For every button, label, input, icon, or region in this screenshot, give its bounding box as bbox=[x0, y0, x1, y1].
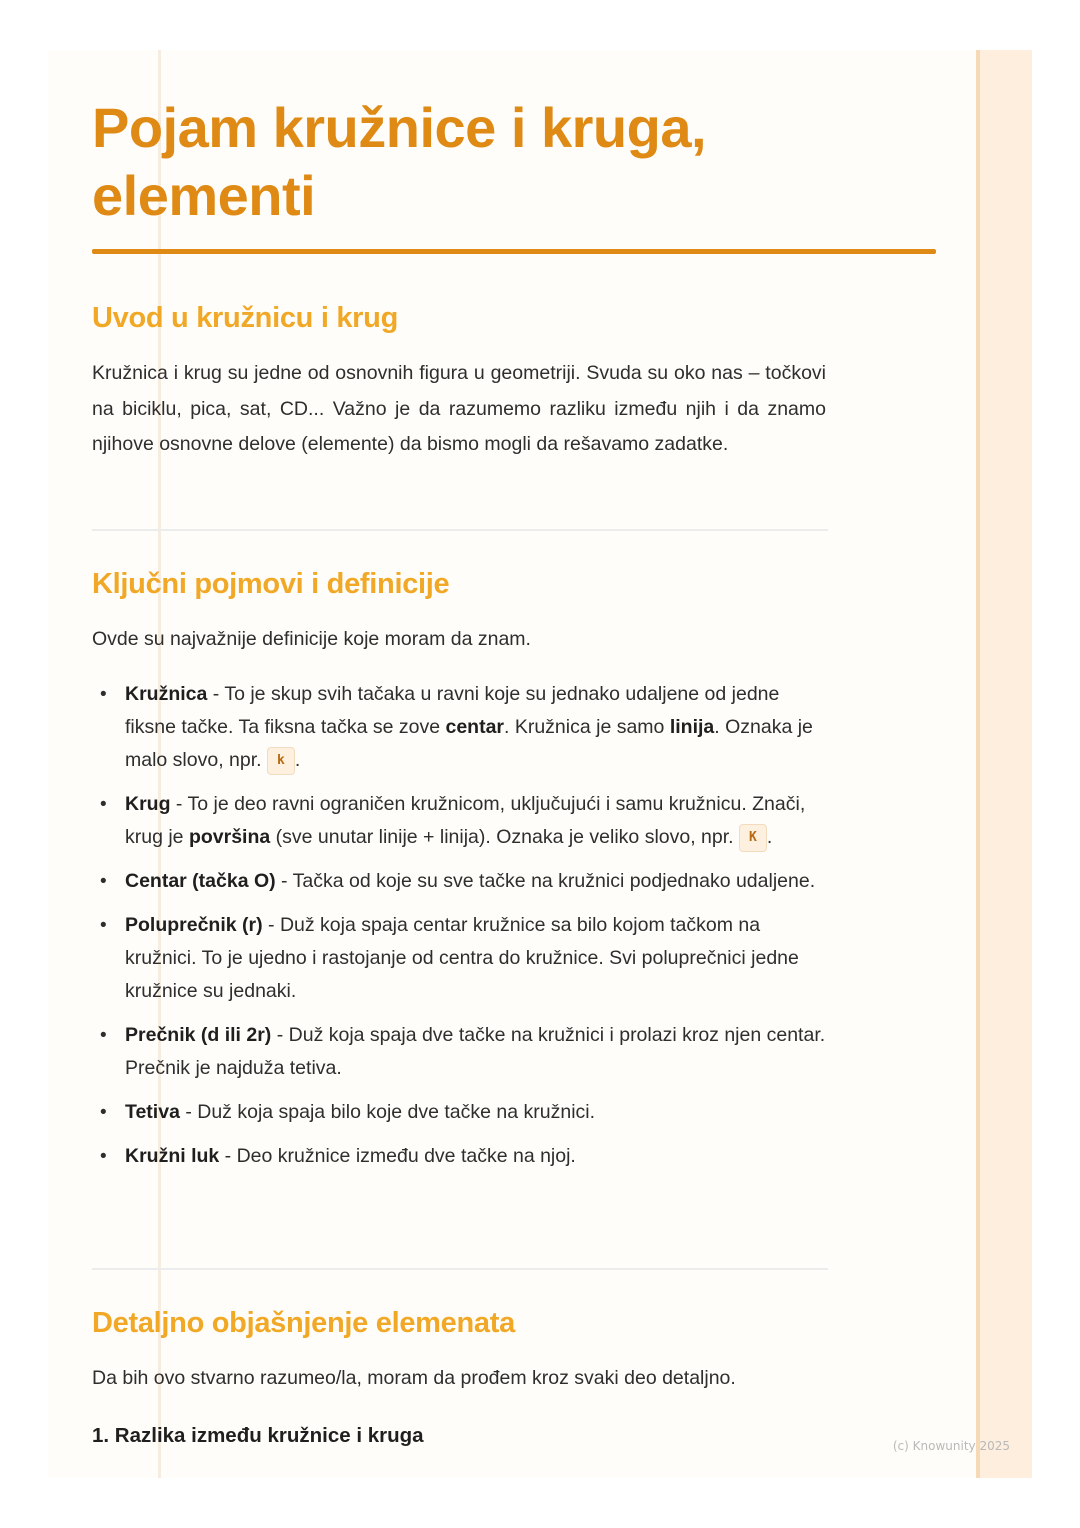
definition-text: - To je deo ravni ograničen kružnicom, uključujući i samu kružnicu. Znači, krug je bbox=[125, 793, 806, 848]
section-heading-definitions: Ključni pojmovi i definicije bbox=[92, 568, 450, 600]
copyright-watermark: (c) Knowunity 2025 bbox=[892, 1439, 1010, 1453]
punctuation: . bbox=[766, 826, 773, 848]
list-item bbox=[92, 788, 832, 854]
definitions-list bbox=[92, 678, 832, 1184]
list-item bbox=[92, 909, 832, 1008]
inline-code: k bbox=[267, 747, 295, 775]
emphasis-text: centar bbox=[445, 716, 504, 738]
details-intro: Da bih ovo stvarno razumeo/la, moram da prođem kroz svaki deo detaljno. bbox=[92, 1367, 736, 1389]
definition-text: - Tačka od koje su sve tačke na kružnici podjednako udaljene. bbox=[275, 870, 816, 892]
definition-text: (sve unutar linije + linija). Oznaka je veliko slovo, npr. bbox=[270, 826, 739, 848]
list-item bbox=[92, 1096, 832, 1129]
intro-paragraph: Kružnica i krug su jedne od osnovnih figura u geometriji. Svuda su oko nas – točkovi na biciklu, pica, sat, CD... Važno je da razumemo razliku između njih i da znamo njihove osnovne delove (elemente) da bismo mogli da rešavamo zadatke. bbox=[92, 362, 826, 455]
definition-term: Kružni luk bbox=[125, 1145, 220, 1167]
bullet-icon: • bbox=[100, 1025, 107, 1046]
inline-code: K bbox=[739, 824, 767, 852]
section-heading-details: Detaljno objašnjenje elemenata bbox=[92, 1307, 515, 1339]
section-heading-intro: Uvod u kružnicu i krug bbox=[92, 302, 398, 334]
emphasis-text: linija bbox=[669, 716, 715, 738]
definition-term: Krug bbox=[125, 793, 171, 815]
definition-text: - Duž koja spaja dve tačke na kružnici i prolazi kroz njen centar. Prečnik je najduža tetiva. bbox=[125, 1024, 826, 1079]
section-divider bbox=[92, 529, 828, 531]
emphasis-text: površina bbox=[188, 826, 271, 848]
page-edge-band bbox=[976, 50, 1032, 1478]
definitions-intro: Ovde su najvažnije definicije koje moram da znam. bbox=[92, 628, 531, 650]
subsection-heading: 1. Razlika između kružnice i kruga bbox=[92, 1424, 424, 1447]
definition-text: - Deo kružnice između dve tačke na njoj. bbox=[219, 1145, 576, 1167]
definition-text: . Kružnica je samo bbox=[504, 716, 670, 738]
list-item bbox=[92, 678, 832, 777]
definition-term: Centar (tačka O) bbox=[125, 870, 276, 892]
definition-term: Poluprečnik (r) bbox=[125, 914, 263, 936]
definition-text: - To je skup svih tačaka u ravni koje su jednako udaljene od jedne fiksne tačke. Ta fiksna tačka se zove bbox=[125, 683, 780, 738]
definition-term: Prečnik (d ili 2r) bbox=[125, 1024, 272, 1046]
document-page bbox=[48, 50, 1032, 1478]
definition-term: Tetiva bbox=[125, 1101, 180, 1123]
list-item bbox=[92, 865, 832, 898]
bullet-icon: • bbox=[100, 871, 107, 892]
title-underline bbox=[92, 249, 936, 254]
definition-text: - Duž koja spaja centar kružnice sa bilo kojom tačkom na kružnici. To je ujedno i rastojanje od centra do kružnice. Svi poluprečnici jedne kružnice su jednaki. bbox=[125, 914, 799, 1002]
bullet-icon: • bbox=[100, 1146, 107, 1167]
list-item bbox=[92, 1019, 832, 1085]
definition-text: - Duž koja spaja bilo koje dve tačke na kružnici. bbox=[179, 1101, 596, 1123]
page-title: Pojam kružnice i kruga, elementi bbox=[92, 96, 707, 227]
bullet-icon: • bbox=[100, 915, 107, 936]
page-edge-line bbox=[976, 50, 980, 1478]
definition-term: Kružnica bbox=[125, 683, 208, 705]
bullet-icon: • bbox=[100, 794, 107, 815]
punctuation: . bbox=[294, 749, 301, 771]
definition-text: . Oznaka je malo slovo, npr. bbox=[125, 716, 813, 771]
bullet-icon: • bbox=[100, 684, 107, 705]
list-item bbox=[92, 1140, 832, 1173]
bullet-icon: • bbox=[100, 1102, 107, 1123]
section-divider bbox=[92, 1268, 828, 1270]
